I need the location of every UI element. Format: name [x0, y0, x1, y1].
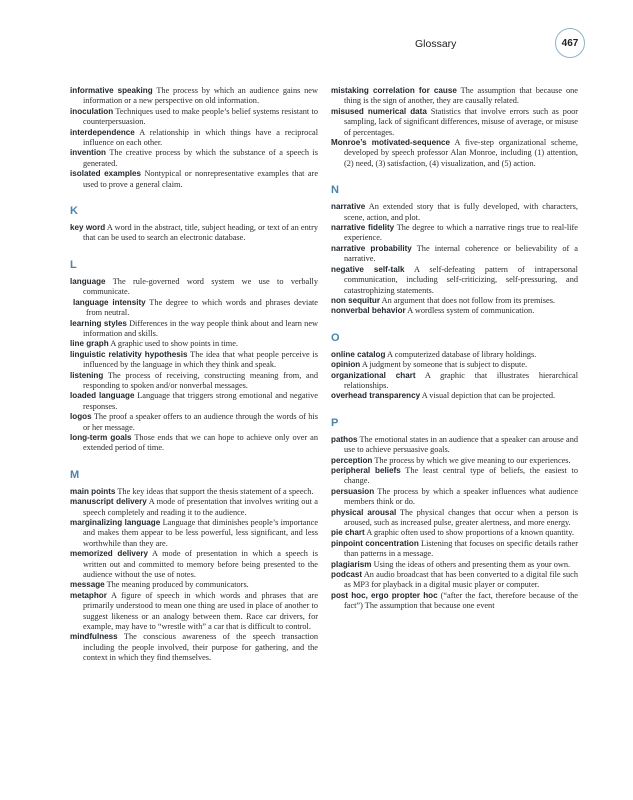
glossary-entry — [331, 138, 578, 169]
glossary-entry — [331, 223, 578, 244]
glossary-term: peripheral beliefs — [331, 465, 401, 475]
glossary-entry — [70, 518, 318, 549]
glossary-entry — [70, 86, 318, 107]
glossary-entry — [331, 391, 578, 401]
glossary-entry — [70, 591, 318, 633]
glossary-definition: A graphic used to show points in time. — [110, 339, 238, 349]
glossary-term: memorized delivery — [70, 549, 148, 559]
glossary-term: perception — [331, 455, 373, 465]
glossary-entry — [70, 549, 318, 580]
glossary-term: physical arousal — [331, 507, 397, 517]
glossary-entry — [70, 497, 318, 518]
glossary-entry — [70, 412, 318, 433]
section-letter-heading: K — [70, 205, 78, 218]
glossary-entry — [331, 265, 578, 296]
glossary-definition: An audio broadcast that has been converted to a digital file such as MP3 for playback in a digital music player or computer. — [344, 570, 578, 590]
glossary-entry — [331, 539, 578, 560]
glossary-definition: The process by which we give meaning to our experiences. — [374, 455, 571, 465]
glossary-definition: The conscious awareness of the speech transaction including the people involved, their purpose for gathering, and the context in which they find themselves. — [83, 632, 318, 663]
glossary-term: non sequitur — [331, 295, 381, 305]
glossary-definition: The process of receiving, constructing meaning from, and responding to spoken and/or nonverbal messages. — [83, 370, 318, 390]
glossary-definition: The process by which a speaker influences what audience members think or do. — [344, 486, 578, 507]
glossary-definition: Those ends that we can hope to achieve only over an extended period of time. — [83, 432, 318, 453]
glossary-term: language intensity — [73, 297, 146, 307]
section-letter-heading: L — [70, 258, 77, 271]
glossary-term: persuasion — [331, 486, 375, 496]
glossary-definition: A self-defeating pattern of intrapersonal communication, including self-criticizing, self-pressuring, and catastrophizing statements. — [344, 264, 578, 295]
page-number-badge: 467 — [555, 28, 585, 58]
glossary-entry — [70, 107, 318, 128]
glossary-entry — [331, 350, 578, 360]
glossary-entry — [331, 296, 578, 306]
glossary-definition: Language that diminishes people’s importance and makes them appear to be less powerful, less significant, and less worthwhile than they are. — [83, 518, 318, 548]
glossary-term: opinion — [331, 360, 361, 370]
glossary-entry — [331, 487, 578, 508]
glossary-definition: The degree to which a narrative rings true to real-life experience. — [344, 223, 578, 243]
glossary-entry — [331, 560, 578, 570]
glossary-entry — [70, 391, 318, 412]
glossary-definition: The rule-governed word system we use to verbally communicate. — [83, 276, 319, 297]
glossary-term: manuscript delivery — [70, 497, 147, 507]
glossary-definition: A visual depiction that can be projected. — [421, 391, 556, 401]
glossary-term: plagiarism — [331, 559, 372, 569]
glossary-definition: An extended story that is fully developed, with characters, scene, action, and plot. — [344, 202, 578, 222]
glossary-definition: The emotional states in an audience that a speaker can arouse and use to achieve persuasive goals. — [344, 434, 578, 455]
glossary-entry — [331, 508, 578, 529]
glossary-definition: A relationship in which things have a reciprocal influence on each other. — [83, 127, 319, 148]
section-letter-heading: O — [331, 331, 340, 344]
glossary-term: key word — [70, 223, 106, 233]
glossary-term: logos — [70, 412, 92, 422]
glossary-entry — [331, 456, 578, 466]
glossary-entry — [331, 570, 578, 591]
glossary-entry — [331, 244, 578, 265]
running-header-title: Glossary — [415, 38, 457, 50]
glossary-term: invention — [70, 148, 106, 158]
glossary-definition: The process by which an audience gains new information or a new perspective on old information. — [83, 86, 318, 106]
glossary-term: narrative fidelity — [331, 223, 395, 233]
glossary-definition: A graphic that illustrates hierarchical relationships. — [344, 370, 579, 390]
glossary-definition: The meaning produced by communicators. — [106, 580, 249, 590]
glossary-term: isolated examples — [70, 169, 142, 179]
glossary-entry — [70, 148, 318, 169]
glossary-entry — [70, 128, 318, 149]
section-letter-heading: P — [331, 416, 339, 429]
section-letter-heading: M — [70, 468, 80, 481]
glossary-term: learning styles — [70, 318, 127, 328]
glossary-entry — [70, 277, 318, 298]
glossary-definition: A wordless system of communication. — [407, 306, 535, 316]
glossary-entry — [70, 298, 318, 319]
glossary-term: post hoc, ergo propter hoc — [331, 590, 438, 600]
glossary-definition: Listening that focuses on specific details rather than patterns in a message. — [344, 538, 578, 559]
glossary-entry — [70, 632, 318, 663]
glossary-entry — [70, 580, 318, 590]
glossary-definition: Statistics that involve errors such as poor sampling, lack of significant differences, misuse of average, or misuse of percentages. — [344, 106, 579, 137]
glossary-term: loaded language — [70, 391, 135, 401]
glossary-entry — [331, 86, 578, 107]
glossary-entry — [70, 223, 318, 244]
glossary-term: message — [70, 580, 105, 590]
glossary-definition: Using the ideas of others and presenting them as your own. — [373, 559, 571, 569]
glossary-term: main points — [70, 486, 116, 496]
glossary-definition: The internal coherence or believability of a narrative. — [344, 243, 578, 264]
glossary-definition: A mode of presentation that involves writing out a speech completely and reading it to the audience. — [83, 497, 318, 517]
glossary-entry — [331, 107, 578, 138]
glossary-term: pathos — [331, 434, 358, 444]
glossary-term: linguistic relativity hypothesis — [70, 349, 188, 359]
glossary-term: organizational chart — [331, 370, 416, 380]
glossary-term: online catalog — [331, 349, 386, 359]
glossary-term: interdependence — [70, 127, 135, 137]
glossary-definition: Language that triggers strong emotional and negative responses. — [83, 391, 318, 411]
glossary-term: podcast — [331, 570, 363, 580]
glossary-entry — [331, 591, 578, 612]
glossary-definition: The proof a speaker offers to an audience through the words of his or her message. — [83, 412, 318, 432]
glossary-entry — [331, 360, 578, 370]
glossary-entry — [70, 433, 318, 454]
glossary-definition: A figure of speech in which words and phrases that are primarily understood to mean one thing are used in place of another to suggest likeness or an analogy between them. Race car drivers, for example, may have to “wrestle with” a car that is difficult to control. — [83, 590, 318, 632]
glossary-definition: Techniques used to make people’s belief systems resistant to counterpersuasion. — [83, 106, 318, 127]
glossary-term: language — [70, 276, 106, 286]
glossary-entry — [331, 528, 578, 538]
glossary-definition: A mode of presentation in which a speech is written out and committed to memory before being presented to the audience without the use of notes. — [83, 549, 318, 580]
glossary-entry — [331, 371, 578, 392]
glossary-definition: The degree to which words and phrases deviate from neutral. — [86, 297, 318, 318]
right-column — [331, 86, 578, 612]
glossary-term: overhead transparency — [331, 391, 421, 401]
glossary-definition: A graphic often used to show proportions of a known quantity. — [366, 528, 574, 538]
glossary-entry — [70, 487, 318, 497]
glossary-term: metaphor — [70, 590, 107, 600]
glossary-definition: A word in the abstract, title, subject heading, or text of an entry that can be used to search an electronic database. — [83, 223, 318, 243]
glossary-definition: A computerized database of library holdings. — [387, 349, 537, 359]
glossary-term: narrative — [331, 202, 366, 212]
glossary-term: marginalizing language — [70, 518, 161, 527]
glossary-entry — [70, 339, 318, 349]
glossary-term: line graph — [70, 339, 109, 349]
glossary-term: nonverbal behavior — [331, 306, 406, 316]
glossary-term: inoculation — [70, 106, 114, 116]
glossary-term: long-term goals — [70, 432, 132, 442]
glossary-term: pie chart — [331, 528, 365, 538]
glossary-term: listening — [70, 370, 104, 380]
glossary-entry — [70, 350, 318, 371]
glossary-entry — [331, 202, 578, 223]
glossary-entry — [70, 169, 318, 190]
section-letter-heading: N — [331, 184, 339, 197]
glossary-term: mindfulness — [70, 632, 118, 642]
glossary-entry — [331, 435, 578, 456]
glossary-definition: An argument that does not follow from its premises. — [381, 295, 556, 305]
glossary-term: misused numerical data — [331, 106, 427, 116]
glossary-entry — [331, 466, 578, 487]
glossary-definition: The least central type of beliefs, the easiest to change. — [344, 465, 578, 486]
glossary-entry — [70, 319, 318, 340]
glossary-definition: Nontypical or nonrepresentative examples that are used to prove a general claim. — [83, 169, 319, 189]
glossary-definition: The idea that what people perceive is influenced by the language in which they think and speak. — [83, 349, 318, 370]
glossary-term: negative self-talk — [331, 264, 405, 274]
glossary-definition: The creative process by which the substance of a speech is generated. — [83, 148, 318, 168]
glossary-entry — [331, 306, 578, 316]
glossary-term: informative speaking — [70, 86, 153, 95]
glossary-term: Monroe’s motivated-sequence — [331, 138, 451, 148]
glossary-definition: A judgment by someone that is subject to dispute. — [361, 360, 528, 370]
glossary-definition: Differences in the way people think about and learn new information and skills. — [83, 318, 318, 338]
glossary-definition: The key ideas that support the thesis statement of a speech. — [117, 486, 314, 496]
glossary-definition: (“after the fact, therefore because of the fact”) The assumption that because one event — [344, 590, 578, 611]
glossary-definition: The physical changes that occur when a person is aroused, such as increased pulse, greater alertness, and more energy. — [344, 507, 578, 527]
glossary-term: narrative probability — [331, 243, 412, 253]
glossary-definition: A five-step organizational scheme, developed by speech professor Alan Monroe, including (1) attention, (2) need, (3) satisfaction, (4) visualization, and (5) action. — [344, 138, 578, 168]
left-column — [70, 86, 318, 664]
glossary-entry — [70, 371, 318, 392]
glossary-term: pinpoint concentration — [331, 538, 419, 548]
glossary-definition: The assumption that because one thing is the sign of another, they are causally related. — [344, 86, 578, 106]
glossary-term: mistaking correlation for cause — [331, 86, 457, 95]
